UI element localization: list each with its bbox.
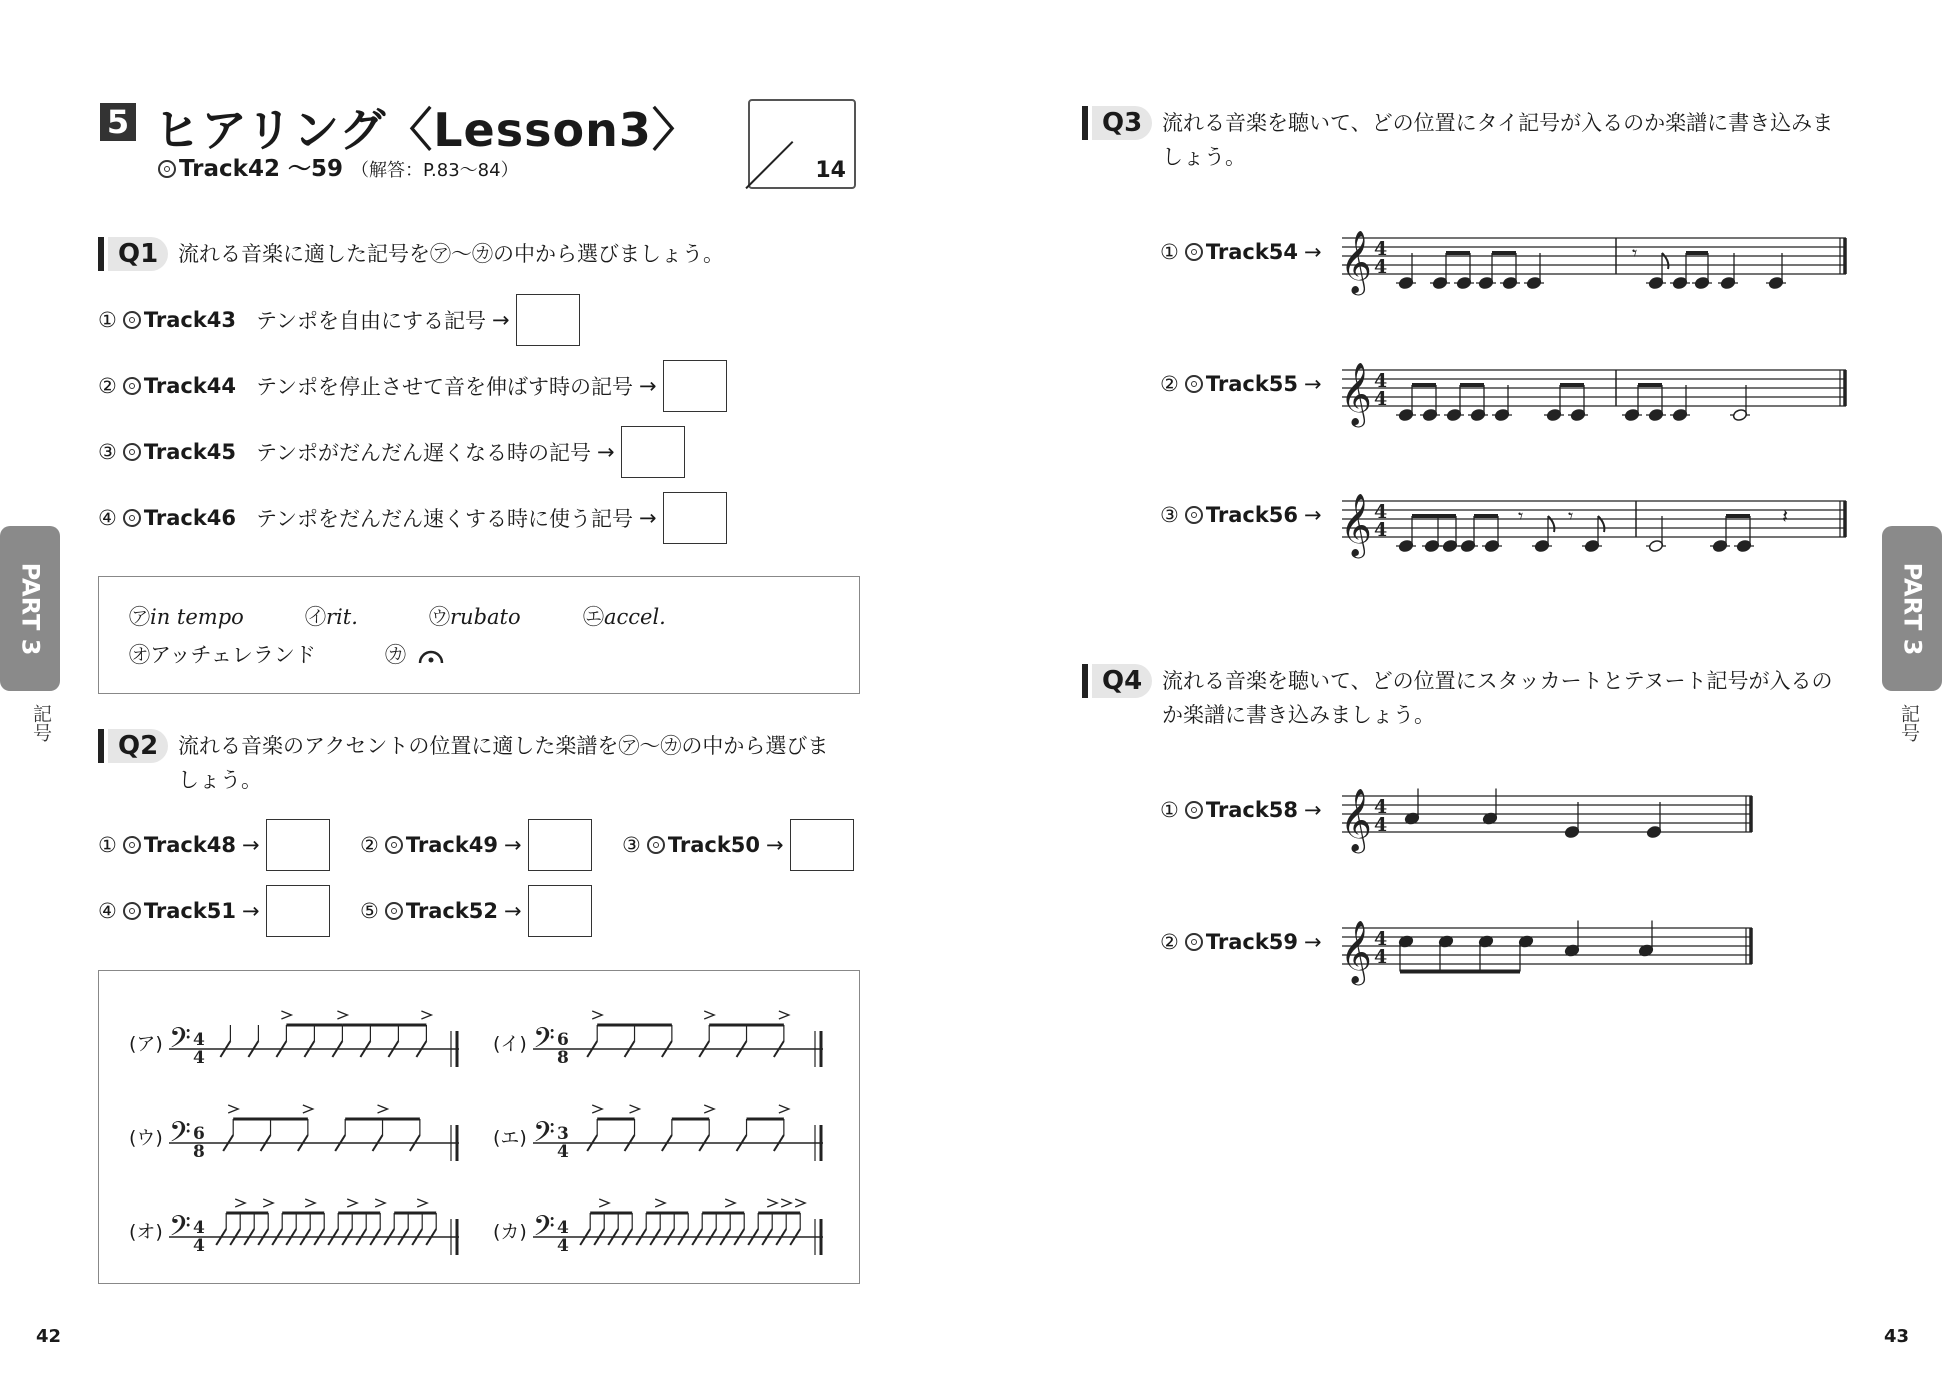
time-signature-top: 4 xyxy=(1374,796,1388,818)
q2-label: Q2 xyxy=(108,729,168,763)
item-description: テンポがだんだん遅くなる時の記号 xyxy=(256,441,591,465)
item-description: テンポをだんだん速くする時に使う記号 xyxy=(256,507,633,531)
time-signature-bottom: 8 xyxy=(193,1142,205,1162)
accent-mark xyxy=(725,1199,735,1207)
track-range xyxy=(158,150,519,183)
time-signature-top: 4 xyxy=(1374,928,1388,950)
tag-bar xyxy=(1082,106,1088,140)
item-number: ① xyxy=(1160,240,1179,264)
q2-rhythm-box xyxy=(98,970,860,1284)
track-label: Track59 xyxy=(1205,930,1299,954)
item-description: テンポを自由にする記号 xyxy=(256,309,486,333)
answer-reference: （解答：P.83～84） xyxy=(350,160,519,181)
time-signature-bottom: 4 xyxy=(1374,946,1388,968)
tag-bar xyxy=(98,729,104,763)
rhythm-label-e: (エ) xyxy=(493,1127,527,1149)
arrow: → xyxy=(242,899,260,923)
accent-mark xyxy=(655,1199,665,1207)
cd-icon xyxy=(1185,243,1203,261)
rhythm-score-i xyxy=(523,1001,833,1071)
choice-a: ㋐in tempo xyxy=(129,605,244,629)
track-label: Track49 xyxy=(405,833,499,857)
rest: 𝄽 xyxy=(1782,504,1789,528)
item-number: ① xyxy=(98,308,117,332)
answer-box[interactable] xyxy=(528,885,592,937)
time-signature-bottom: 4 xyxy=(557,1236,569,1256)
cd-icon xyxy=(1185,801,1203,819)
time-signature-top: 6 xyxy=(557,1030,569,1050)
q1-item-1 xyxy=(98,294,580,346)
bass-clef: 𝄢 xyxy=(169,1210,191,1250)
cd-icon xyxy=(1185,506,1203,524)
answer-box[interactable] xyxy=(516,294,580,346)
part-tab-right: PART 3 xyxy=(1882,526,1942,691)
track-label: Track56 xyxy=(1205,503,1299,527)
q1-label: Q1 xyxy=(108,237,168,271)
rhythm-label-o: (オ) xyxy=(129,1221,163,1243)
bass-clef: 𝄢 xyxy=(533,1022,555,1062)
q2-item-3 xyxy=(622,819,854,871)
track-label: Track55 xyxy=(1205,372,1299,396)
rest: 𝄾 xyxy=(1518,504,1524,528)
arrow: → xyxy=(1304,372,1322,396)
cd-icon xyxy=(647,836,665,854)
q4-text-line2: か楽譜に書き込みましょう。 xyxy=(1162,703,1435,727)
time-signature-bottom: 4 xyxy=(1374,519,1388,541)
track-label: Track54 xyxy=(1205,240,1299,264)
q1-item-3 xyxy=(98,426,685,478)
track-label: Track52 xyxy=(405,899,499,923)
answer-box[interactable] xyxy=(663,360,727,412)
q1-item-2 xyxy=(98,360,727,412)
q2-item-5 xyxy=(360,885,592,937)
answer-box[interactable] xyxy=(790,819,854,871)
track-label: Track50 xyxy=(667,833,761,857)
time-signature-bottom: 4 xyxy=(193,1236,205,1256)
time-signature-top: 3 xyxy=(557,1124,569,1144)
arrow: → xyxy=(242,833,260,857)
cd-icon xyxy=(385,836,403,854)
time-signature-bottom: 4 xyxy=(1374,256,1388,278)
accent-mark xyxy=(767,1199,777,1207)
q3-staff-2[interactable] xyxy=(1336,350,1850,430)
item-number: ⑤ xyxy=(360,899,379,923)
q2-text-line1: 流れる音楽のアクセントの位置に適した楽譜を㋐～㋕の中から選びま xyxy=(178,734,829,758)
tag-bar xyxy=(1082,664,1088,698)
score-box[interactable] xyxy=(748,99,856,189)
track-label: Track48 xyxy=(143,833,237,857)
arrow: → xyxy=(491,308,510,332)
track-label: Track51 xyxy=(143,899,237,923)
treble-clef: 𝄞 xyxy=(1340,230,1372,293)
q3-label: Q3 xyxy=(1092,106,1152,140)
time-signature-bottom: 4 xyxy=(193,1048,205,1068)
answer-box[interactable] xyxy=(528,819,592,871)
accent-mark xyxy=(779,1011,789,1019)
q4-tag xyxy=(1082,664,1152,698)
item-number: ④ xyxy=(98,506,117,530)
cd-icon xyxy=(1185,933,1203,951)
q3-staff-3[interactable] xyxy=(1336,481,1850,561)
q4-text-line1: 流れる音楽を聴いて、どの位置にスタッカートとテヌート記号が入るの xyxy=(1162,669,1833,693)
q4-item-1 xyxy=(1160,798,1328,822)
accent-mark xyxy=(599,1199,609,1207)
q1-tag xyxy=(98,237,168,271)
rhythm-label-u: (ウ) xyxy=(129,1127,163,1149)
time-signature-bottom: 4 xyxy=(1374,814,1388,836)
score-slash xyxy=(745,141,793,189)
cd-icon xyxy=(1185,375,1203,393)
treble-clef: 𝄞 xyxy=(1340,493,1372,556)
accent-mark xyxy=(347,1199,357,1207)
rhythm-score-ka xyxy=(523,1189,833,1259)
choice-ka: ㋕ xyxy=(385,639,445,669)
time-signature-bottom: 4 xyxy=(1374,388,1388,410)
q4-label: Q4 xyxy=(1092,664,1152,698)
item-number: ② xyxy=(360,833,379,857)
fermata-icon xyxy=(417,645,445,665)
track-label: Track58 xyxy=(1205,798,1299,822)
q2-tag xyxy=(98,729,168,763)
time-signature-top: 4 xyxy=(557,1218,569,1238)
treble-clef: 𝄞 xyxy=(1340,362,1372,425)
cd-icon xyxy=(123,311,141,329)
arrow: → xyxy=(1304,240,1322,264)
track-label: Track45 xyxy=(143,440,237,464)
bass-clef: 𝄢 xyxy=(533,1116,555,1156)
item-number: ④ xyxy=(98,899,117,923)
q1-item-4 xyxy=(98,492,727,544)
item-number: ② xyxy=(98,374,117,398)
rhythm-score-u xyxy=(159,1095,469,1165)
section-number: 5 xyxy=(100,103,136,141)
q1-choices-box xyxy=(98,576,860,694)
accent-mark xyxy=(592,1105,602,1113)
tag-bar xyxy=(98,237,104,271)
treble-clef: 𝄞 xyxy=(1340,920,1372,983)
choice-u: ㋒rubato xyxy=(429,605,521,629)
accent-mark xyxy=(704,1011,714,1019)
treble-clef: 𝄞 xyxy=(1340,788,1372,851)
arrow: → xyxy=(1304,798,1322,822)
q2-text-line2: しょう。 xyxy=(178,768,262,792)
accent-mark xyxy=(303,1105,313,1113)
arrow: → xyxy=(504,833,522,857)
part-sub-right: 記号 xyxy=(1898,704,1920,742)
q3-staff-1[interactable] xyxy=(1336,218,1850,298)
q4-item-2 xyxy=(1160,930,1328,954)
item-number: ① xyxy=(98,833,117,857)
part-sub-left: 記号 xyxy=(30,704,52,742)
accent-mark xyxy=(235,1199,245,1207)
note-flag xyxy=(1662,253,1668,269)
part-tab-left: PART 3 xyxy=(0,526,60,691)
track-label: Track46 xyxy=(143,506,237,530)
answer-box[interactable] xyxy=(266,885,330,937)
q1-text: 流れる音楽に適した記号を㋐～㋕の中から選びましょう。 xyxy=(178,242,724,266)
rest: 𝄾 xyxy=(1632,241,1638,265)
rest: 𝄾 xyxy=(1568,504,1574,528)
arrow: → xyxy=(638,374,657,398)
answer-box[interactable] xyxy=(621,426,685,478)
choice-o: ㋔アッチェレランド xyxy=(129,643,316,667)
rhythm-score-o xyxy=(159,1189,469,1259)
track-range-text: Track42 ～59 xyxy=(179,156,343,182)
rhythm-score-a xyxy=(159,1001,469,1071)
q3-item-2 xyxy=(1160,372,1328,396)
page-number-left: 42 xyxy=(36,1326,62,1347)
cd-icon xyxy=(158,160,176,178)
choice-e: ㋓accel. xyxy=(583,605,666,629)
rhythm-score-e xyxy=(523,1095,833,1165)
accent-mark xyxy=(704,1105,714,1113)
time-signature-bottom: 4 xyxy=(557,1142,569,1162)
arrow: → xyxy=(504,899,522,923)
item-number: ③ xyxy=(98,440,117,464)
time-signature-top: 4 xyxy=(1374,501,1388,523)
cd-icon xyxy=(123,377,141,395)
arrow: → xyxy=(1304,503,1322,527)
item-number: ③ xyxy=(1160,503,1179,527)
time-signature-top: 4 xyxy=(1374,238,1388,260)
arrow: → xyxy=(638,506,657,530)
item-number: ② xyxy=(1160,930,1179,954)
arrow: → xyxy=(596,440,615,464)
cd-icon xyxy=(123,509,141,527)
track-label: Track43 xyxy=(143,308,237,332)
accent-mark xyxy=(417,1199,427,1207)
accent-mark xyxy=(779,1105,789,1113)
page-title: ヒアリング〈Lesson3〉 xyxy=(154,103,699,157)
time-signature-top: 4 xyxy=(193,1218,205,1238)
choice-i: ㋑rit. xyxy=(305,605,358,629)
answer-box[interactable] xyxy=(266,819,330,871)
time-signature-top: 4 xyxy=(193,1030,205,1050)
q3-item-1 xyxy=(1160,240,1328,264)
item-number: ① xyxy=(1160,798,1179,822)
accent-mark xyxy=(337,1011,347,1019)
rhythm-label-ka: (カ) xyxy=(493,1221,527,1243)
time-signature-top: 4 xyxy=(1374,370,1388,392)
accent-mark xyxy=(281,1011,291,1019)
cd-icon xyxy=(123,836,141,854)
bass-clef: 𝄢 xyxy=(169,1116,191,1156)
item-description: テンポを停止させて音を伸ばす時の記号 xyxy=(256,375,633,399)
arrow: → xyxy=(766,833,784,857)
q3-text-line1: 流れる音楽を聴いて、どの位置にタイ記号が入るのか楽譜に書き込みま xyxy=(1162,111,1834,135)
accent-mark xyxy=(781,1199,791,1207)
accent-mark xyxy=(228,1105,238,1113)
accent-mark xyxy=(305,1199,315,1207)
time-signature-top: 6 xyxy=(193,1124,205,1144)
q4-staff-1[interactable] xyxy=(1336,776,1756,856)
time-signature-bottom: 8 xyxy=(557,1048,569,1068)
q2-item-1 xyxy=(98,819,330,871)
rhythm-label-i: (イ) xyxy=(493,1033,527,1055)
item-number: ② xyxy=(1160,372,1179,396)
rhythm-label-a: (ア) xyxy=(129,1033,163,1055)
accent-mark xyxy=(630,1105,640,1113)
q3-tag xyxy=(1082,106,1152,140)
q2-item-2 xyxy=(360,819,592,871)
q3-item-3 xyxy=(1160,503,1328,527)
accent-mark xyxy=(421,1011,431,1019)
accent-mark xyxy=(378,1105,388,1113)
arrow: → xyxy=(1304,930,1322,954)
track-label: Track44 xyxy=(143,374,237,398)
accent-mark xyxy=(263,1199,273,1207)
q3-text-line2: しょう。 xyxy=(1162,145,1246,169)
item-number: ③ xyxy=(622,833,641,857)
bass-clef: 𝄢 xyxy=(533,1210,555,1250)
q4-staff-2[interactable] xyxy=(1336,908,1756,988)
cd-icon xyxy=(385,902,403,920)
accent-mark xyxy=(375,1199,385,1207)
cd-icon xyxy=(123,443,141,461)
bass-clef: 𝄢 xyxy=(169,1022,191,1062)
page-number-right: 43 xyxy=(1884,1326,1910,1347)
q2-item-4 xyxy=(98,885,330,937)
accent-mark xyxy=(795,1199,805,1207)
cd-icon xyxy=(123,902,141,920)
score-total: 14 xyxy=(815,158,846,183)
accent-mark xyxy=(592,1011,602,1019)
answer-box[interactable] xyxy=(663,492,727,544)
